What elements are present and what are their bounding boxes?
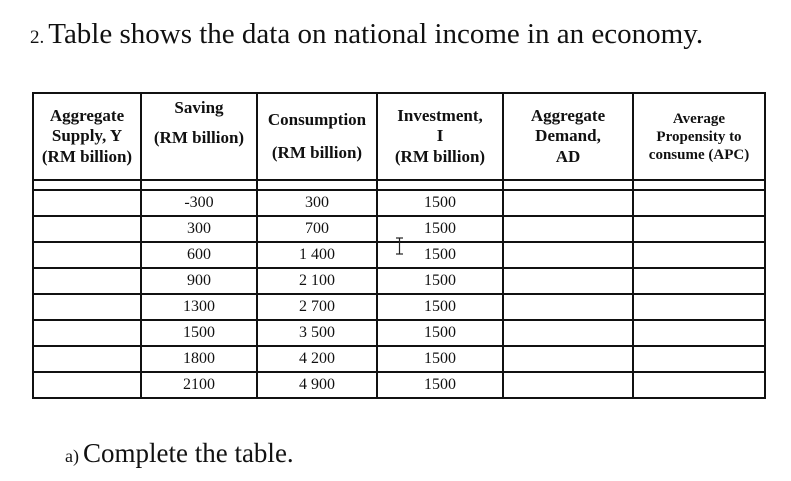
table-cell bbox=[141, 180, 257, 190]
header-saving bbox=[141, 93, 257, 180]
table-cell: 700 bbox=[257, 216, 377, 242]
table-cell: 1500 bbox=[377, 190, 503, 216]
table-cell: 2 100 bbox=[257, 268, 377, 294]
header-line: consume (APC) bbox=[648, 146, 750, 163]
subquestion-a bbox=[65, 440, 294, 467]
table-cell: 4 200 bbox=[257, 346, 377, 372]
table-row bbox=[33, 346, 765, 372]
header-line: (RM billion) bbox=[41, 146, 133, 166]
header-consumption bbox=[257, 93, 377, 180]
table-cell: 2100 bbox=[141, 372, 257, 398]
table-cell-input[interactable] bbox=[633, 190, 765, 216]
header-line: AD bbox=[555, 146, 581, 166]
table-cell: 600 bbox=[141, 242, 257, 268]
table-cell: 4 900 bbox=[257, 372, 377, 398]
table-cell-input[interactable] bbox=[33, 294, 141, 320]
table-cell-input[interactable] bbox=[503, 216, 633, 242]
header-line: Saving bbox=[174, 98, 224, 117]
header-line: Average bbox=[672, 110, 726, 127]
table-cell: 3 500 bbox=[257, 320, 377, 346]
table-cell-input[interactable] bbox=[33, 372, 141, 398]
table-cell-input[interactable] bbox=[633, 268, 765, 294]
subquestion-text: Complete the table. bbox=[82, 438, 294, 468]
table-cell-input[interactable] bbox=[33, 268, 141, 294]
header-line: (RM billion) bbox=[394, 146, 486, 166]
table-spacer-row bbox=[33, 180, 765, 190]
table-header-row bbox=[33, 93, 765, 180]
table-cell-input[interactable] bbox=[33, 190, 141, 216]
header-aggregate-demand bbox=[503, 93, 633, 180]
table-cell: -300 bbox=[141, 190, 257, 216]
table-cell-input[interactable] bbox=[503, 346, 633, 372]
table-cell: 1500 bbox=[377, 294, 503, 320]
table-cell bbox=[633, 180, 765, 190]
header-line: Demand, bbox=[535, 126, 601, 146]
header-line: I bbox=[436, 126, 444, 146]
table-row bbox=[33, 372, 765, 398]
table-cell-input[interactable] bbox=[503, 372, 633, 398]
table-cell: 1500 bbox=[377, 372, 503, 398]
table-cell: 1500 bbox=[377, 242, 503, 268]
header-line: (RM billion) bbox=[271, 142, 363, 162]
header-line: Supply, Y bbox=[51, 126, 123, 146]
table-cell-input[interactable] bbox=[33, 320, 141, 346]
table-cell bbox=[503, 180, 633, 190]
text-cursor-icon bbox=[394, 237, 405, 255]
table-cell-input[interactable] bbox=[633, 346, 765, 372]
header-aggregate-supply bbox=[33, 93, 141, 180]
table-cell: 1 400 bbox=[257, 242, 377, 268]
table-cell-input[interactable] bbox=[503, 294, 633, 320]
table-cell-input[interactable] bbox=[503, 242, 633, 268]
table-cell-input[interactable] bbox=[633, 216, 765, 242]
table-cell: 1300 bbox=[141, 294, 257, 320]
table-cell: 1800 bbox=[141, 346, 257, 372]
table-cell: 1500 bbox=[377, 320, 503, 346]
question-heading bbox=[30, 20, 703, 49]
table-cell-input[interactable] bbox=[633, 372, 765, 398]
table-cell: 2 700 bbox=[257, 294, 377, 320]
header-line: (RM billion) bbox=[153, 128, 245, 148]
header-apc bbox=[633, 93, 765, 180]
header-line: Propensity to bbox=[656, 128, 742, 145]
table-cell: 900 bbox=[141, 268, 257, 294]
subquestion-label: a) bbox=[65, 446, 79, 466]
table-row bbox=[33, 268, 765, 294]
table-cell-input[interactable] bbox=[633, 242, 765, 268]
table-cell bbox=[257, 180, 377, 190]
table-cell: 300 bbox=[257, 190, 377, 216]
table-cell bbox=[33, 180, 141, 190]
table-cell: 300 bbox=[141, 216, 257, 242]
table-cell-input[interactable] bbox=[633, 294, 765, 320]
question-text: Table shows the data on national income in an economy. bbox=[48, 18, 704, 50]
question-number: 2. bbox=[30, 27, 45, 48]
table-row bbox=[33, 190, 765, 216]
header-line: Investment, bbox=[397, 105, 483, 125]
table-cell-input[interactable] bbox=[503, 190, 633, 216]
table-cell: 1500 bbox=[377, 216, 503, 242]
table-cell-input[interactable] bbox=[633, 320, 765, 346]
header-line: Aggregate bbox=[49, 105, 125, 125]
table-row bbox=[33, 320, 765, 346]
table-cell-input[interactable] bbox=[503, 320, 633, 346]
table-row bbox=[33, 294, 765, 320]
table-cell-input[interactable] bbox=[33, 216, 141, 242]
table-cell: 1500 bbox=[141, 320, 257, 346]
table-cell-input[interactable] bbox=[503, 268, 633, 294]
table-cell: 1500 bbox=[377, 268, 503, 294]
table-cell: 1500 bbox=[377, 346, 503, 372]
header-investment bbox=[377, 93, 503, 180]
header-line: Consumption bbox=[267, 110, 367, 130]
table-cell-input[interactable] bbox=[33, 242, 141, 268]
header-line: Aggregate bbox=[530, 105, 606, 125]
table-cell-input[interactable] bbox=[33, 346, 141, 372]
table-cell bbox=[377, 180, 503, 190]
